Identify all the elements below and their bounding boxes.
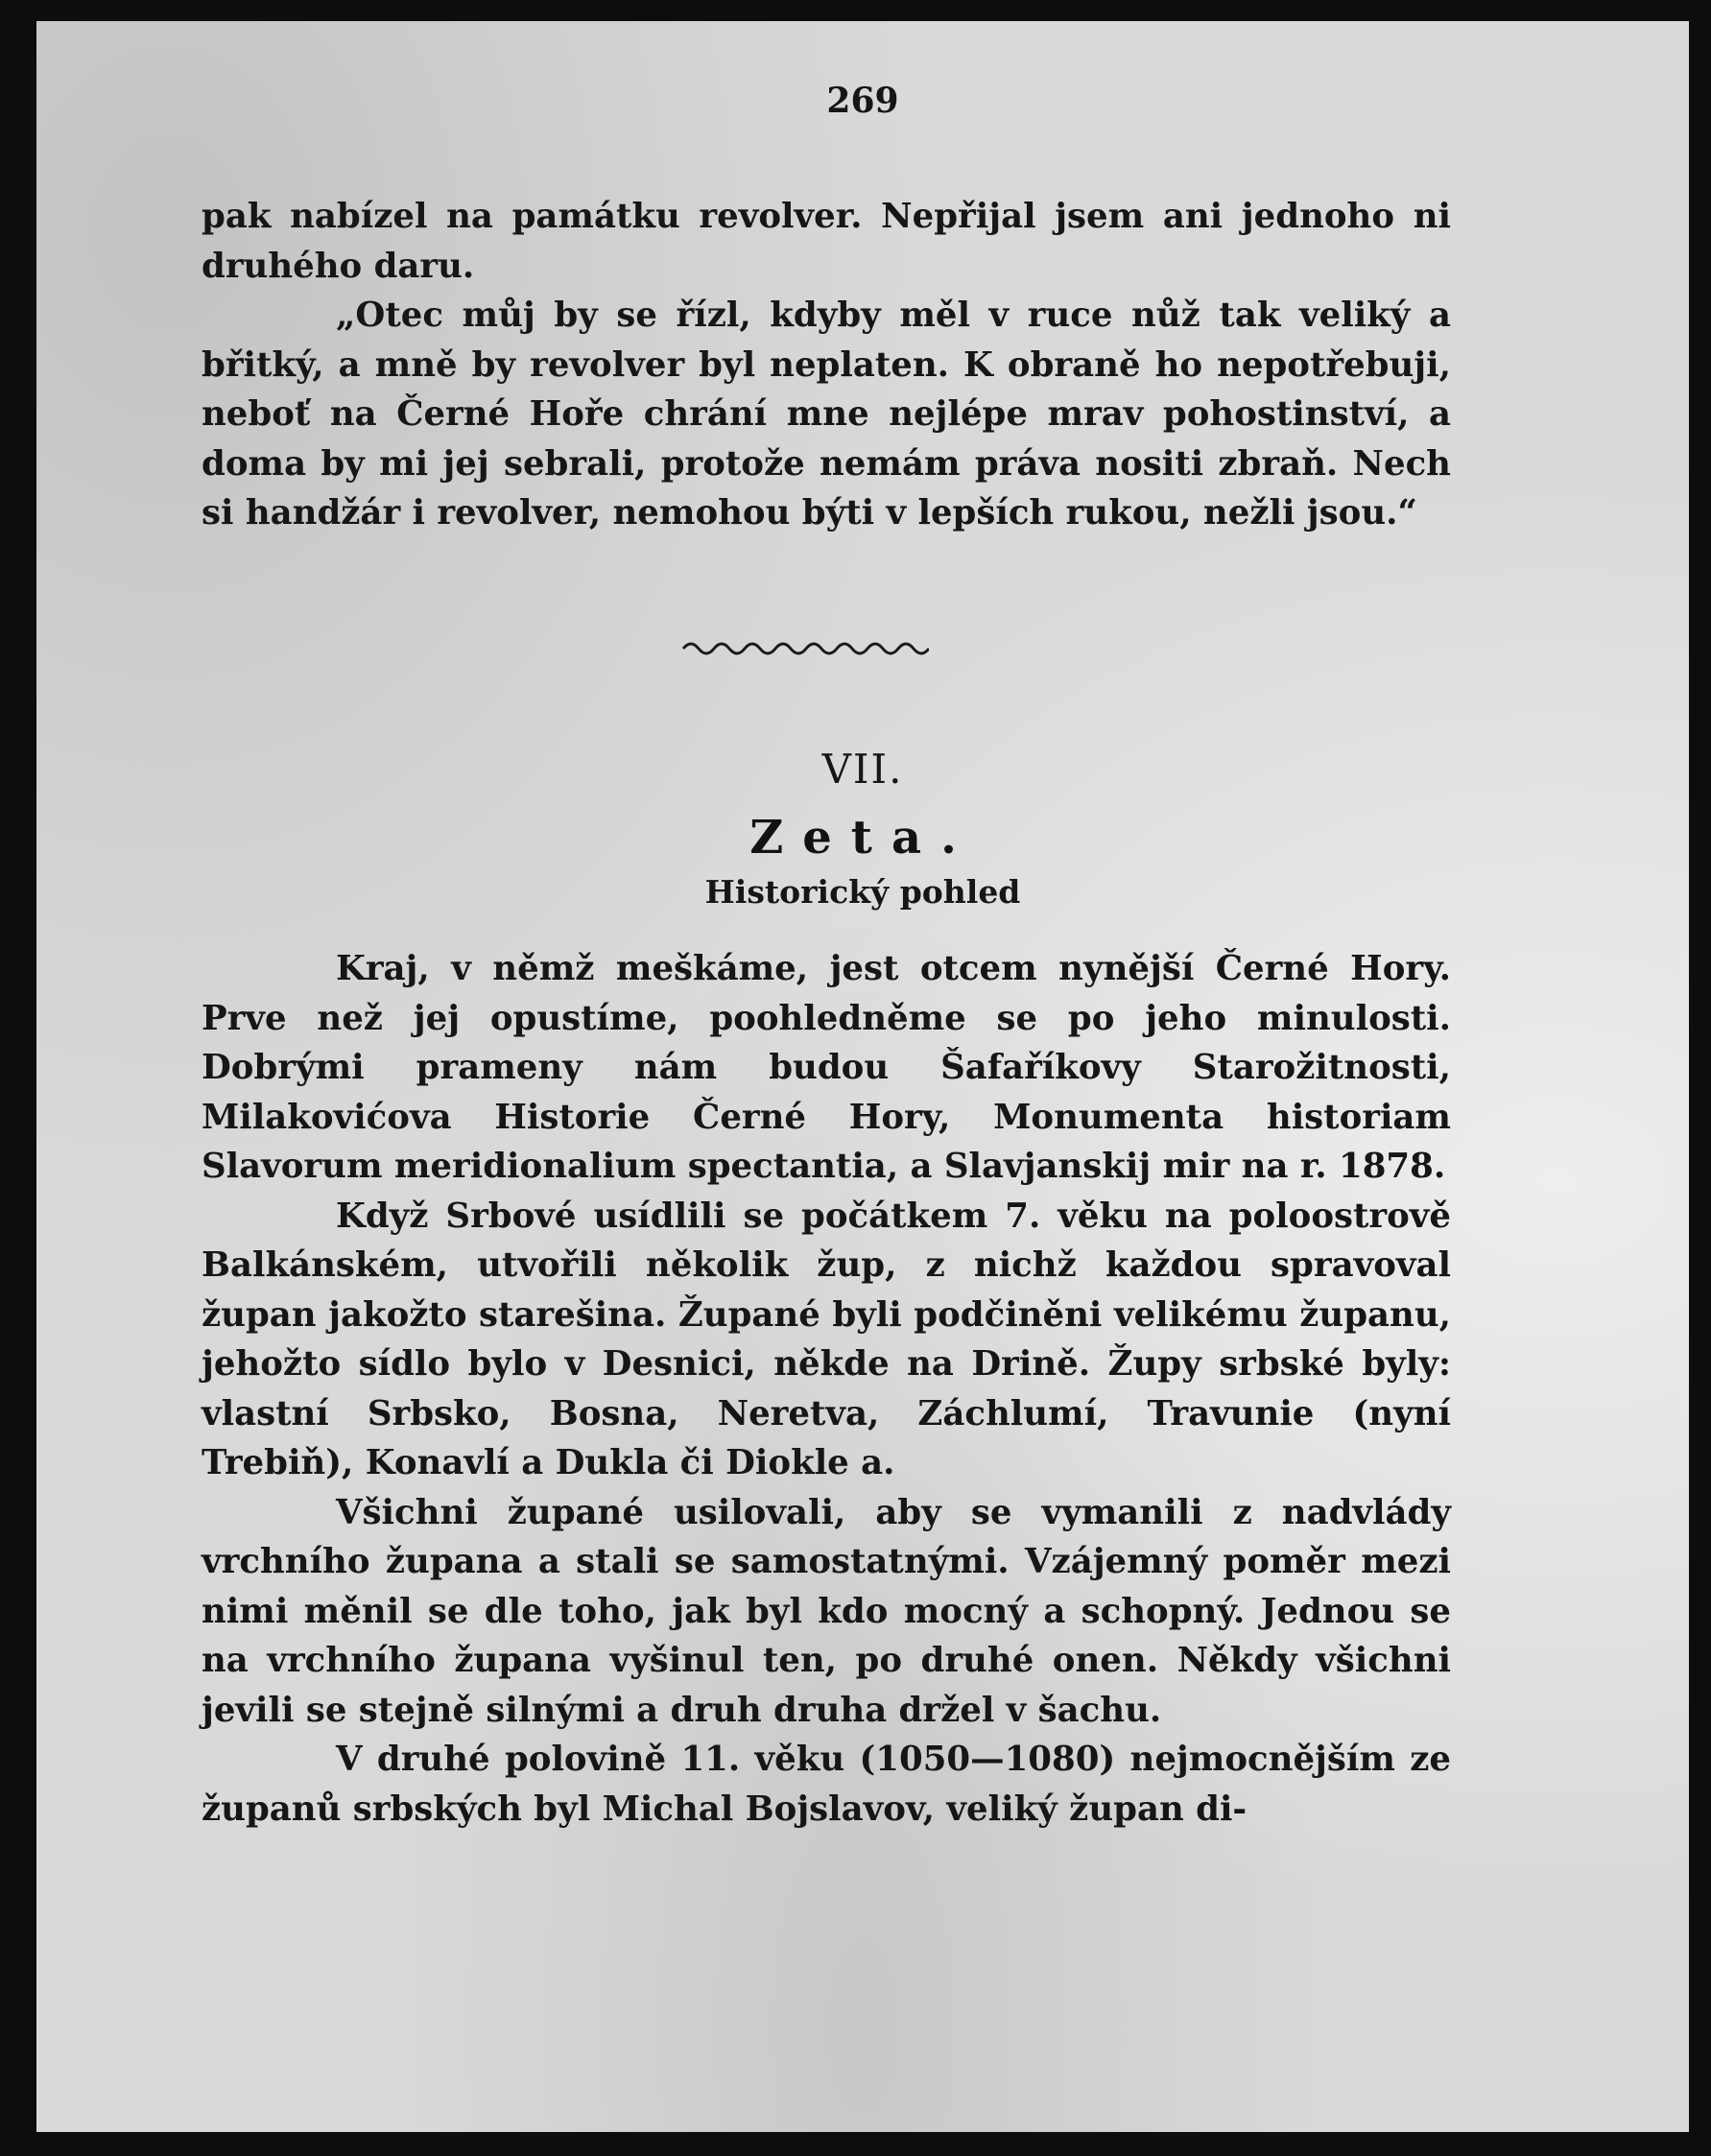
paragraph: pak nabízel na památku revolver. Nepřijal jsem ani jednoho ni druhého daru. (202, 197, 1451, 286)
paragraph: „Otec můj by se řízl, kdyby měl v ruce nůž tak veliký a břitký, a mně by revolver byl neplaten. K obraně ho nepotřebuji, neboť na Černé Hoře chrání mne nejlépe mrav pohostinství, a doma by mi jej sebrali, protože nemám práva nositi zbraň. Nech si handžár i revolver, nemohou býti v lepších rukou, nežli jsou.“ (202, 296, 1451, 533)
previous-chapter-text (202, 192, 1451, 538)
paragraph: Všichni župané usilovali, aby se vymanili z nadvlády vrchního župana a stali se samostatnými. Vzájemný poměr mezi nimi měnil se dle toho, jak byl kdo mocný a schopný. Jednou se na vrchního župana vyšinul ten, po druhé onen. Někdy všichni jevili se stejně silnými a druh druha držel v šachu. (202, 1492, 1451, 1730)
paragraph: Kraj, v němž meškáme, jest otcem nynější Černé Hory. Prve než jej opustíme, poohledněme se po jeho minulosti. Dobrými prameny nám budou Šafaříkovy Starožitnosti, Milakovićova Historie Černé Hory, Monumenta historiam Slavorum meridionalium spectantia, a Slavjanskij mir na r. 1878. (202, 949, 1451, 1186)
book-page (36, 21, 1689, 2132)
wavy-divider-ornament (681, 633, 929, 660)
chapter-number: VII. (821, 746, 904, 793)
page-number: 269 (826, 81, 899, 121)
paragraph: V druhé polovině 11. věku (1050—1080) nejmocnějším ze županů srbských byl Michal Bojslavov, veliký župan di- (202, 1740, 1451, 1829)
chapter-subtitle: Historický pohled (704, 873, 1021, 911)
chapter-title: Zeta. (749, 811, 976, 865)
paragraph: Když Srbové usídlili se počátkem 7. věku na poloostrově Balkánském, utvořili několik žup, z nichž každou spravoval župan jakožto starešina. Župané byli podčiněni velikému županu, jehožto sídlo bylo v Desnici, někde na Drině. Župy srbské byly: vlastní Srbsko, Bosna, Neretva, Záchlumí, Travunie (nyní Trebiň), Konavlí a Dukla či Diokle a. (202, 1196, 1451, 1482)
chapter-body-text (202, 944, 1451, 1834)
